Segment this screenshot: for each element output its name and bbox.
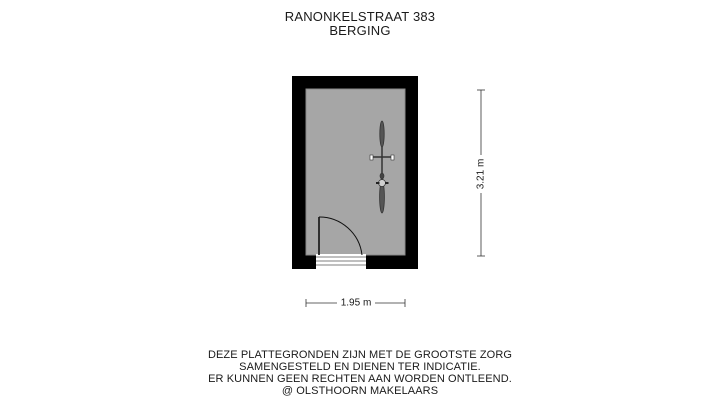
copyright-line: @ OLSTHOORN MAKELAARS: [281, 385, 439, 397]
depth-label: 3.21 m: [475, 158, 487, 190]
disclaimer-line-3: ER KUNNEN GEEN RECHTEN AAN WORDEN ONTLEEND.: [208, 373, 512, 385]
disclaimer-line-2: SAMENGESTELD EN DIENEN TER INDICATIE.: [239, 361, 481, 373]
door-opening: [316, 254, 366, 270]
disclaimer-line-1: DEZE PLATTEGRONDEN ZIJN MET DE GROOTSTE ZORG: [207, 349, 513, 361]
width-label: 1.95 m: [340, 297, 372, 309]
floor-area: [306, 89, 405, 255]
address-title: RANONKELSTRAAT 383: [284, 9, 436, 24]
room-title: BERGING: [329, 23, 391, 38]
